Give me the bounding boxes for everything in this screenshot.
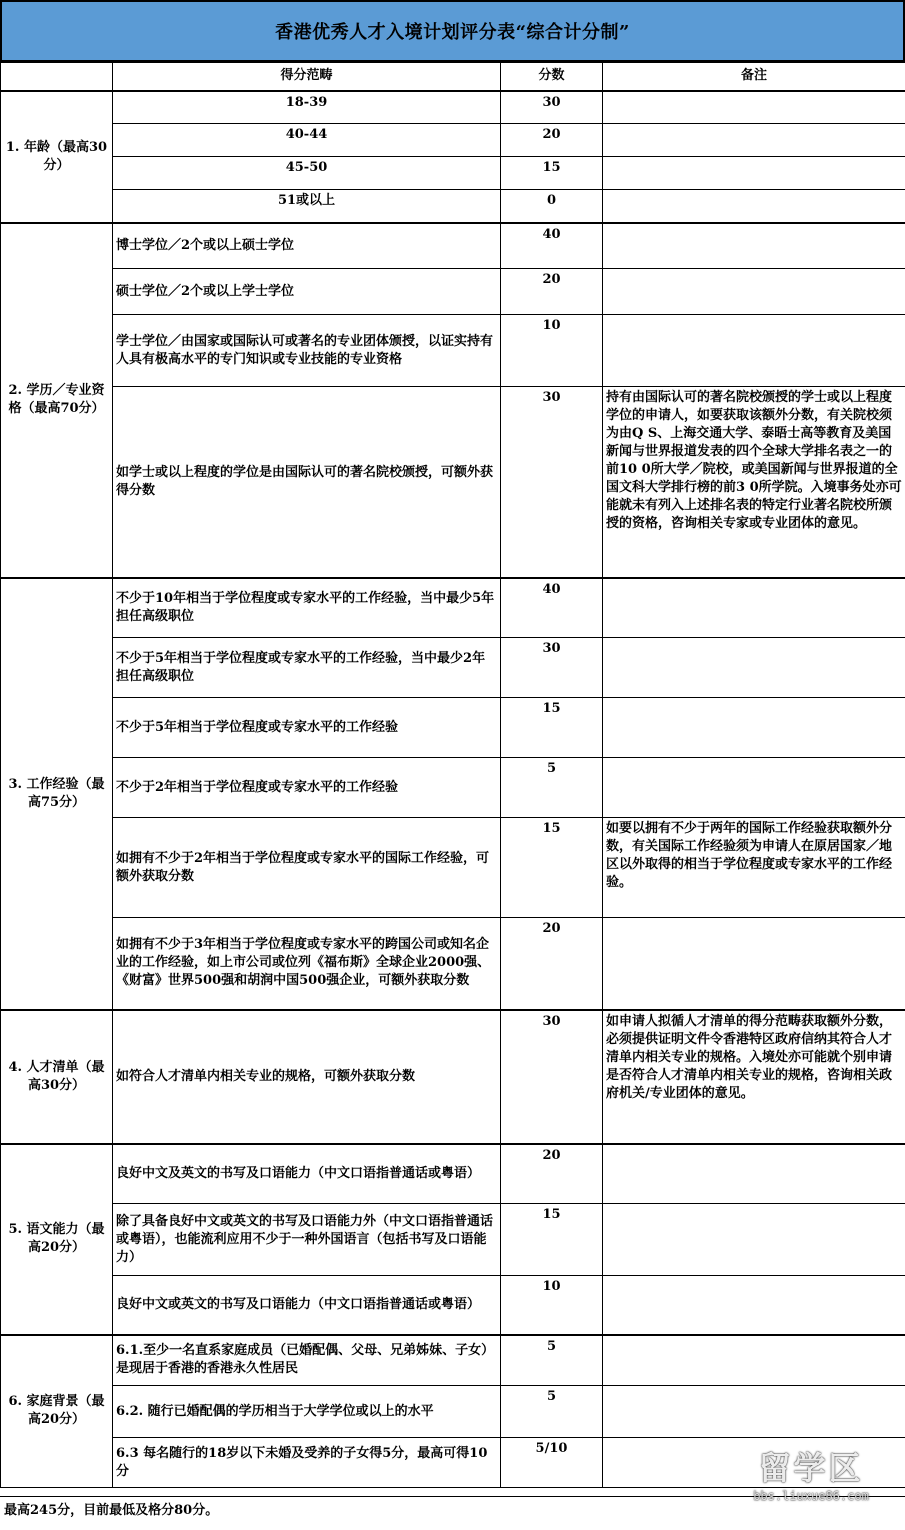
remark-cell [603, 578, 905, 638]
score-cell: 0 [501, 190, 603, 223]
remark-cell [603, 1335, 905, 1386]
remark-cell [603, 1204, 905, 1276]
table-row [1, 1335, 905, 1386]
table-header-row [1, 63, 905, 91]
section-label-family: 6. 家庭背景（最高20分） [1, 1335, 113, 1488]
criterion-cell: 良好中文及英文的书写及口语能力（中文口语指普通话或粤语） [113, 1144, 501, 1204]
criterion-cell: 除了具备良好中文或英文的书写及口语能力外（中文口语指普通话或粤语），也能流利应用不少于一种外国语言（包括书写及口语能力） [113, 1204, 501, 1276]
table-row [1, 223, 905, 269]
score-cell: 30 [501, 387, 603, 578]
criterion-cell: 51或以上 [113, 190, 501, 223]
section-label-work-experience: 3. 工作经验（最高75分） [1, 578, 113, 1010]
remark-cell: 如要以拥有不少于两年的国际工作经验获取额外分数，有关国际工作经验须为申请人在原居国家／地区以外取得的相当于学位程度或专家水平的工作经验。 [603, 818, 905, 918]
score-cell: 10 [501, 1276, 603, 1335]
remark-cell [603, 315, 905, 387]
criterion-cell: 18-39 [113, 91, 501, 124]
section-label-language: 5. 语文能力（最高20分） [1, 1144, 113, 1335]
remark-cell [603, 1144, 905, 1204]
score-cell: 30 [501, 91, 603, 124]
table-row [1, 758, 905, 818]
remark-cell [603, 190, 905, 223]
table-row [1, 578, 905, 638]
table-row [1, 157, 905, 190]
watermark-url: bbs.liuxue86.com [753, 1489, 869, 1503]
criterion-cell: 不少于5年相当于学位程度或专家水平的工作经验，当中最少2年担任高级职位 [113, 638, 501, 698]
table-row [1, 387, 905, 578]
remark-cell [603, 1276, 905, 1335]
criterion-cell: 不少于10年相当于学位程度或专家水平的工作经验，当中最少5年担任高级职位 [113, 578, 501, 638]
criterion-cell: 40-44 [113, 124, 501, 157]
watermark-logo [731, 1448, 891, 1522]
score-cell: 10 [501, 315, 603, 387]
page-title: 香港优秀人才入境计划评分表“综合计分制” [0, 0, 905, 62]
section-label-age: 1. 年龄（最高30分） [1, 91, 113, 223]
score-cell: 5/10 [501, 1438, 603, 1488]
score-cell: 15 [501, 818, 603, 918]
criterion-cell: 45-50 [113, 157, 501, 190]
score-cell: 15 [501, 1204, 603, 1276]
header-remark: 备注 [603, 63, 905, 91]
criterion-cell: 硕士学位／2个或以上学士学位 [113, 269, 501, 315]
score-cell: 40 [501, 223, 603, 269]
table-row [1, 1204, 905, 1276]
score-cell: 30 [501, 1010, 603, 1144]
remark-cell [603, 124, 905, 157]
table-row [1, 918, 905, 1010]
header-range: 得分范畴 [113, 63, 501, 91]
criterion-cell: 如学士或以上程度的学位是由国际认可的著名院校颁授，可额外获得分数 [113, 387, 501, 578]
remark-cell [603, 918, 905, 1010]
score-cell: 20 [501, 918, 603, 1010]
remark-cell [603, 269, 905, 315]
remark-cell [603, 698, 905, 758]
score-cell: 15 [501, 157, 603, 190]
table-row [1, 1010, 905, 1144]
score-cell: 20 [501, 269, 603, 315]
section-label-talent-list: 4. 人才清单（最高30分） [1, 1010, 113, 1144]
table-row [1, 1144, 905, 1204]
criterion-cell: 6.2. 随行已婚配偶的学历相当于大学学位或以上的水平 [113, 1386, 501, 1438]
score-cell: 5 [501, 758, 603, 818]
header-category [1, 63, 113, 91]
criterion-cell: 学士学位／由国家或国际认可或著名的专业团体颁授，以证实持有人具有极高水平的专门知识或专业技能的专业资格 [113, 315, 501, 387]
header-score: 分数 [501, 63, 603, 91]
remark-cell [603, 638, 905, 698]
score-cell: 20 [501, 1144, 603, 1204]
score-cell: 20 [501, 124, 603, 157]
score-cell: 30 [501, 638, 603, 698]
footer-note: 最高245分，目前最低及格分80分。 [0, 1496, 905, 1530]
table-row [1, 190, 905, 223]
table-row [1, 1276, 905, 1335]
table-row [1, 269, 905, 315]
table-row [1, 91, 905, 124]
table-row [1, 638, 905, 698]
criterion-cell: 6.1.至少一名直系家庭成员（已婚配偶、父母、兄弟姊妹、子女）是现居于香港的香港永久性居民 [113, 1335, 501, 1386]
remark-cell: 如申请人拟循人才清单的得分范畴获取额外分数，必须提供证明文件令香港特区政府信纳其符合人才清单内相关专业的规格。入境处亦可能就个别申请是否符合人才清单内相关专业的规格，咨询相关政府机关/专业团体的意见。 [603, 1010, 905, 1144]
remark-cell [603, 758, 905, 818]
remark-cell [603, 157, 905, 190]
score-cell: 40 [501, 578, 603, 638]
watermark-brand: 留学区 [758, 1449, 864, 1487]
criterion-cell: 不少于5年相当于学位程度或专家水平的工作经验 [113, 698, 501, 758]
score-table [0, 62, 905, 1488]
table-row [1, 1386, 905, 1438]
criterion-cell: 6.3 每名随行的18岁以下未婚及受养的子女得5分，最高可得10分 [113, 1438, 501, 1488]
table-row [1, 315, 905, 387]
criterion-cell: 博士学位／2个或以上硕士学位 [113, 223, 501, 269]
table-row [1, 818, 905, 918]
score-cell: 15 [501, 698, 603, 758]
criterion-cell: 如拥有不少于3年相当于学位程度或专家水平的跨国公司或知名企业的工作经验，如上市公司或位列《福布斯》全球企业2000强、《财富》世界500强和胡润中国500强企业，可额外获取分数 [113, 918, 501, 1010]
criterion-cell: 不少于2年相当于学位程度或专家水平的工作经验 [113, 758, 501, 818]
remark-cell [603, 1386, 905, 1438]
score-cell: 5 [501, 1386, 603, 1438]
table-row [1, 698, 905, 758]
remark-cell: 持有由国际认可的著名院校颁授的学士或以上程度学位的申请人，如要获取该额外分数，有关院校须为由Q S、上海交通大学、泰晤士高等教育及美国新闻与世界报道发表的四个全球大学排名表之一的前10 0所大学／院校，或美国新闻与世界报道的全国文科大学排行榜的前3 0所学院。入境事务处亦可能就未有列入上述排名表的特定行业著名院校所颁授的资格，咨询相关专家或专业团体的意见。 [603, 387, 905, 578]
remark-cell [603, 223, 905, 269]
table-row [1, 124, 905, 157]
criterion-cell: 如符合人才清单内相关专业的规格，可额外获取分数 [113, 1010, 501, 1144]
criterion-cell: 如拥有不少于2年相当于学位程度或专家水平的国际工作经验，可额外获取分数 [113, 818, 501, 918]
criterion-cell: 良好中文或英文的书写及口语能力（中文口语指普通话或粤语） [113, 1276, 501, 1335]
section-label-education: 2. 学历／专业资格（最高70分） [1, 223, 113, 578]
remark-cell [603, 91, 905, 124]
score-cell: 5 [501, 1335, 603, 1386]
